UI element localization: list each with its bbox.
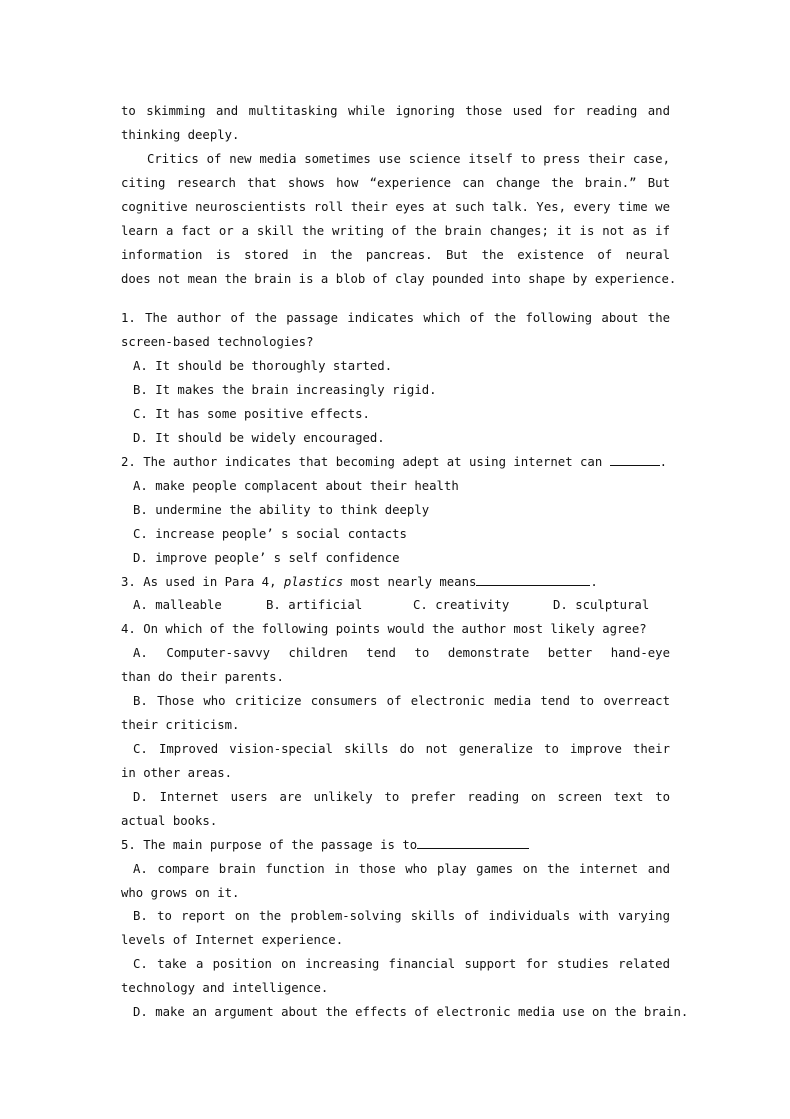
question-5-stem [121, 833, 670, 857]
question-1-option-d: D. It should be widely encouraged. [133, 431, 385, 445]
question-4-option-d-cont: actual books. [121, 814, 218, 828]
question-3-options [133, 593, 653, 617]
question-3-option-b: B. artificial [266, 598, 363, 612]
question-4-stem: 4. On which of the following points would the author most likely agree? [121, 622, 647, 636]
question-2-option-b: B. undermine the ability to think deeply [133, 503, 430, 517]
question-3-keyword: plastics [283, 575, 344, 589]
passage-paragraph-line: citing research that shows how “experience can change the brain.” But [121, 176, 670, 190]
question-4-option-c: C. Improved vision-special skills do not generalize to improve their [133, 742, 670, 756]
question-2-option-c: C. increase people’ s social contacts [133, 527, 407, 541]
question-3-stem-text: 3. As used in Para 4, [121, 575, 277, 589]
question-2-stem [121, 450, 670, 474]
question-3-stem-end: . [590, 575, 598, 589]
passage-paragraph-line: does not mean the brain is a blob of clay pounded into shape by experience. [121, 272, 677, 286]
question-2-stem-text: 2. The author indicates that becoming adept at using internet can [121, 455, 603, 469]
answer-blank [476, 571, 590, 586]
question-5-option-c-cont: technology and intelligence. [121, 981, 329, 995]
question-5-option-b: B. to report on the problem-solving skills of individuals with varying [133, 909, 670, 923]
question-1-stem: screen-based technologies? [121, 335, 314, 349]
question-1-stem: 1. The author of the passage indicates which of the following about the [121, 311, 670, 325]
passage-line: to skimming and multitasking while ignoring those used for reading and [121, 104, 670, 118]
question-2-option-a: A. make people complacent about their health [133, 479, 459, 493]
question-4-option-a-cont: than do their parents. [121, 670, 284, 684]
passage-paragraph-line: cognitive neuroscientists roll their eyes at such talk. Yes, every time we [121, 200, 670, 214]
question-1-option-b: B. It makes the brain increasingly rigid. [133, 383, 437, 397]
question-1-option-a: A. It should be thoroughly started. [133, 359, 393, 373]
question-5-option-a-cont: who grows on it. [121, 886, 240, 900]
question-5-option-a: A. compare brain function in those who play games on the internet and [133, 862, 670, 876]
question-1-option-c: C. It has some positive effects. [133, 407, 370, 421]
question-3-option-a: A. malleable [133, 598, 222, 612]
passage-paragraph-line: information is stored in the pancreas. But the existence of neural [121, 248, 670, 262]
question-4-option-d: D. Internet users are unlikely to prefer reading on screen text to [133, 790, 670, 804]
question-3-stem-post: most nearly means [350, 575, 477, 589]
question-4-option-b-cont: their criticism. [121, 718, 240, 732]
question-3-option-d: D. sculptural [553, 598, 650, 612]
question-5-option-d: D. make an argument about the effects of electronic media use on the brain. [133, 1005, 689, 1019]
question-5-option-b-cont: levels of Internet experience. [121, 933, 344, 947]
passage-paragraph-line: learn a fact or a skill the writing of the brain changes; it is not as if [121, 224, 670, 238]
passage-line: thinking deeply. [121, 128, 240, 142]
answer-blank [610, 451, 660, 466]
answer-blank [417, 834, 529, 849]
question-5-option-c: C. take a position on increasing financial support for studies related [133, 957, 670, 971]
question-2-option-d: D. improve people’ s self confidence [133, 551, 400, 565]
question-4-option-a: A. Computer-savvy children tend to demonstrate better hand-eye [133, 646, 670, 660]
question-3-option-c: C. creativity [413, 598, 510, 612]
question-3-stem [121, 570, 670, 594]
passage-paragraph-line: Critics of new media sometimes use science itself to press their case, [147, 152, 670, 166]
question-4-option-c-cont: in other areas. [121, 766, 233, 780]
question-5-stem-text: 5. The main purpose of the passage is to [121, 838, 418, 852]
question-2-stem-end: . [659, 455, 668, 469]
question-4-option-b: B. Those who criticize consumers of electronic media tend to overreact [133, 694, 670, 708]
